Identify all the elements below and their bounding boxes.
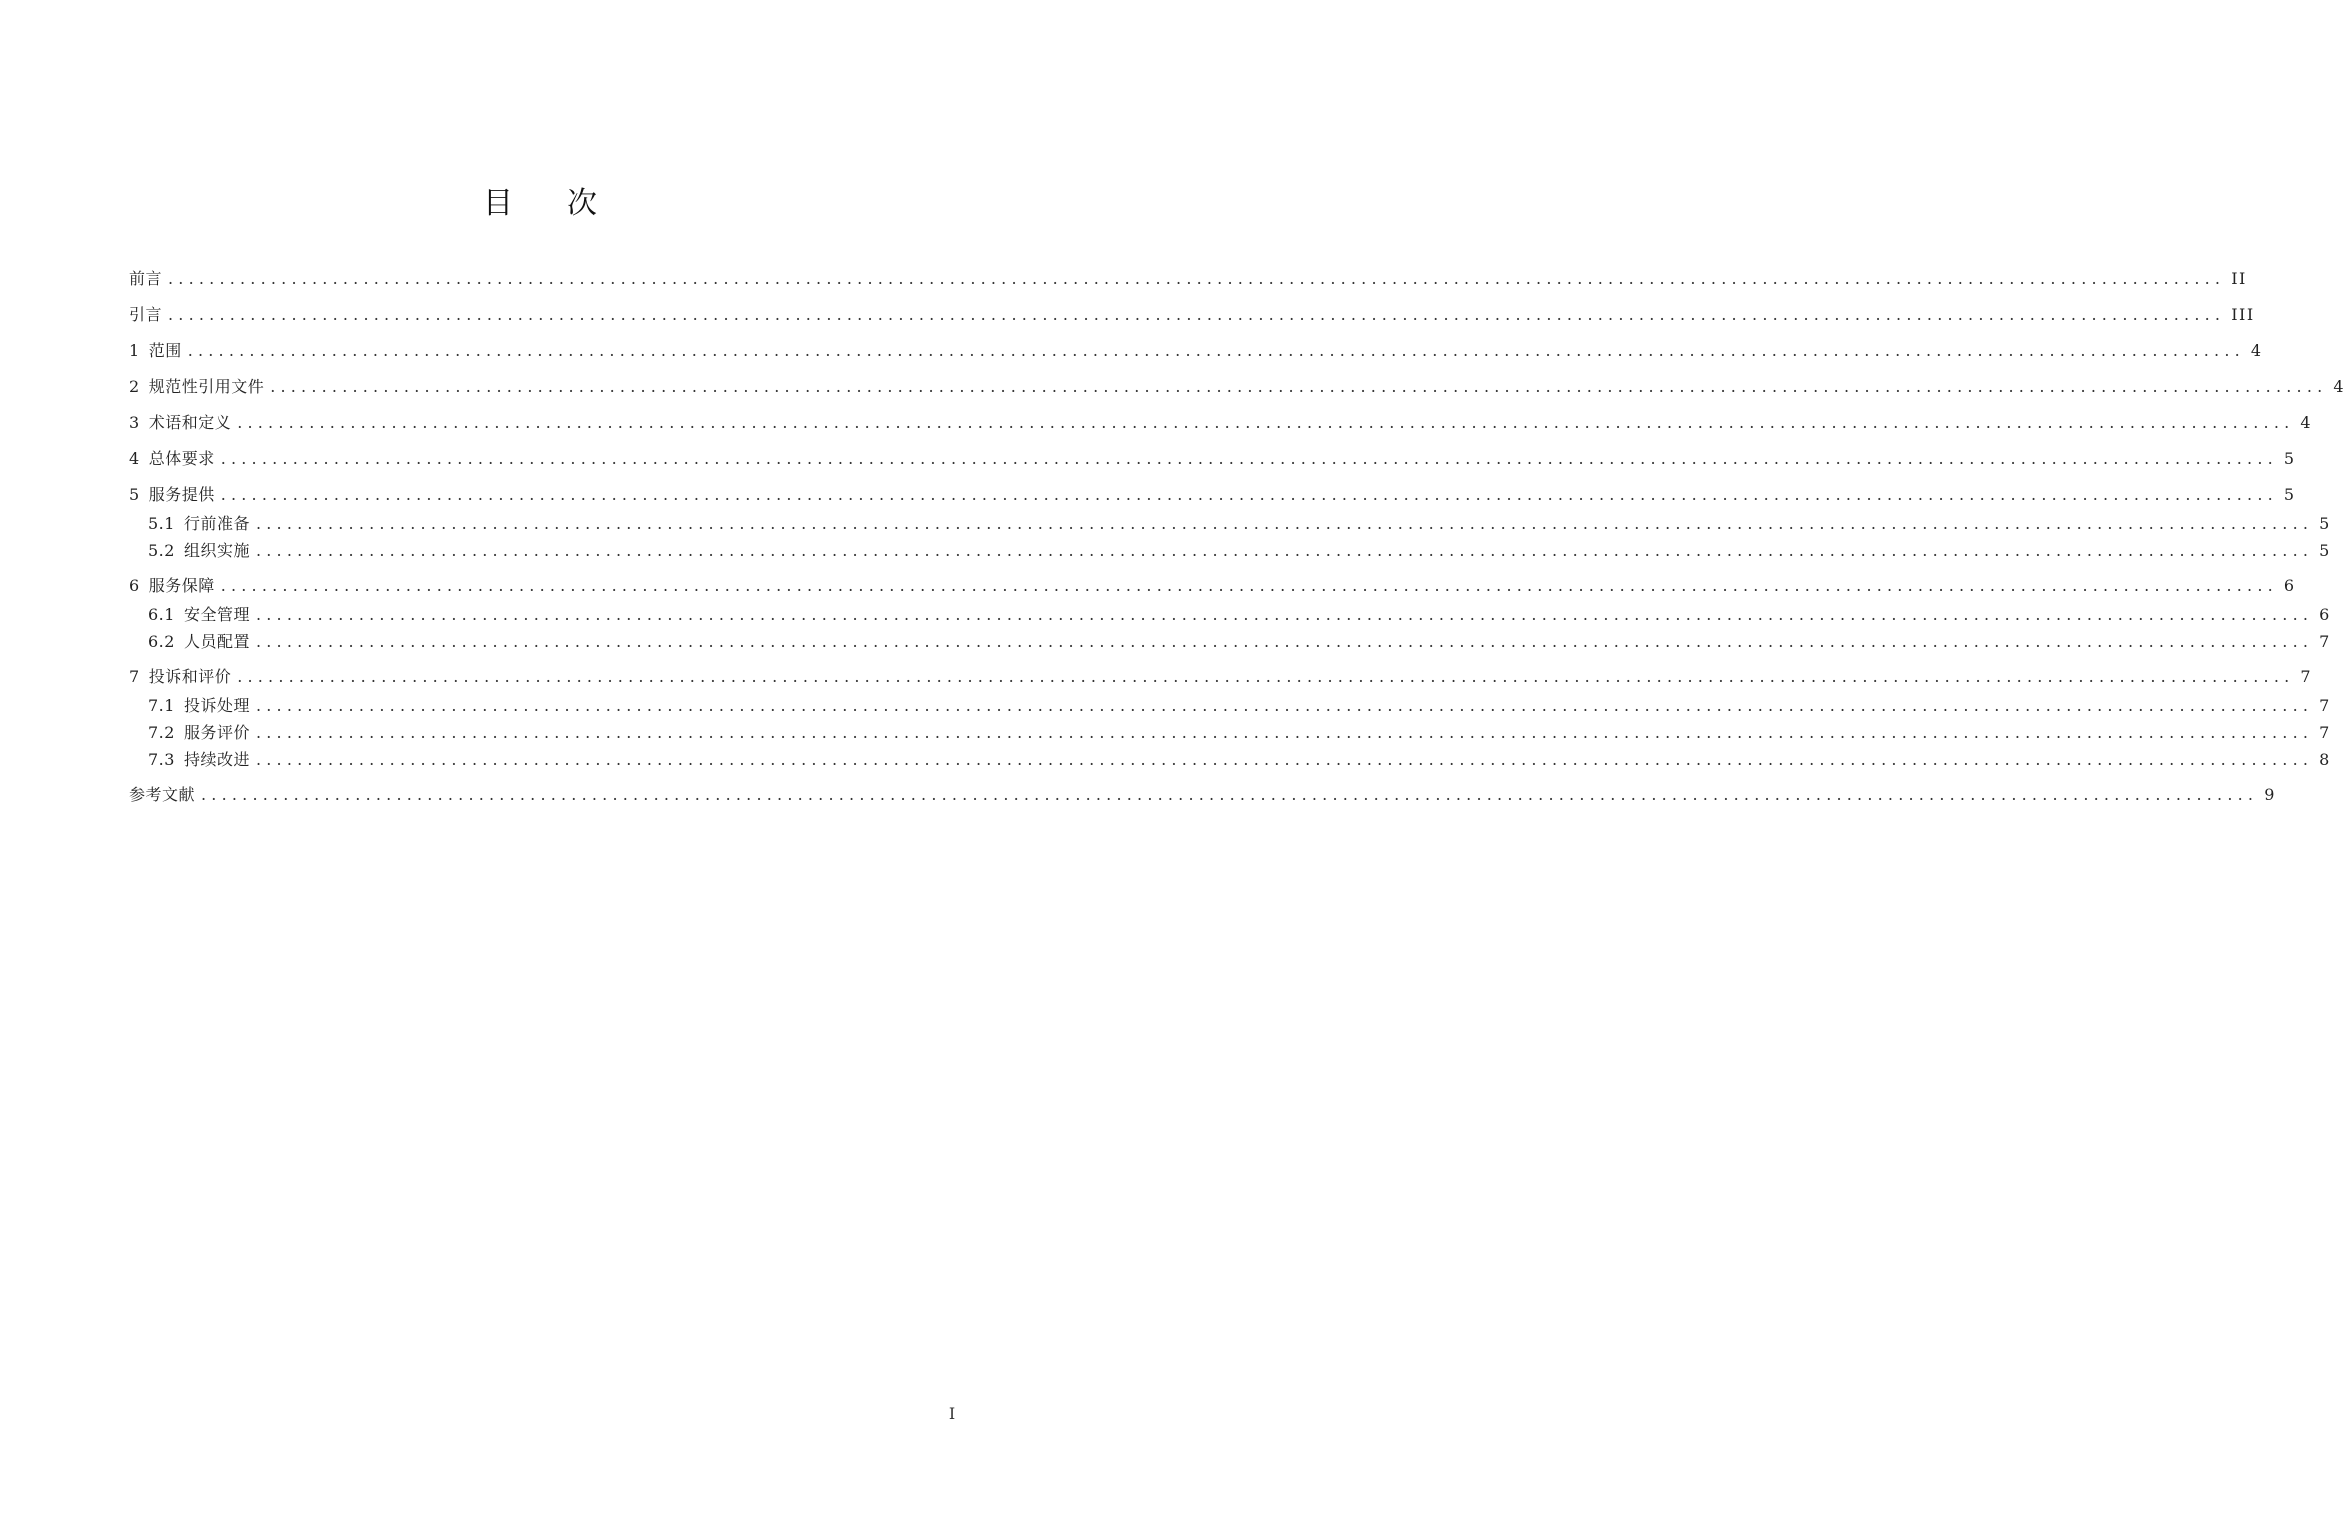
toc-leader-dots: ........................................................................................................................................................................................................ xyxy=(220,576,2278,595)
toc-entry-page: 4 xyxy=(2250,341,2263,360)
toc-entry-preface[interactable] xyxy=(129,266,2247,292)
toc-entry-text: 行前准备 xyxy=(183,514,250,533)
toc-entry-text: 规范性引用文件 xyxy=(148,377,265,396)
toc-entry-number: 5.2 xyxy=(148,541,175,560)
toc-leader-dots: ........................................................................................................................................................................................................ xyxy=(237,667,2295,686)
toc-entry-service-provision[interactable] xyxy=(129,482,2296,508)
toc-entry-number: 1 xyxy=(129,341,140,360)
toc-leader-dots: ........................................................................................................................................................................................................ xyxy=(201,785,2259,804)
toc-entry-number: 5 xyxy=(129,485,140,504)
toc-entry-text: 服务保障 xyxy=(148,576,215,595)
toc-entry-label: 参考文献 xyxy=(129,785,196,804)
toc-entry-label xyxy=(129,374,264,400)
toc-entry-scope[interactable] xyxy=(129,338,2263,364)
toc-entry-label xyxy=(148,511,250,537)
toc-entry-label xyxy=(129,446,215,472)
toc-entry-number: 6 xyxy=(129,576,140,595)
toc-entry-staffing[interactable] xyxy=(148,629,2331,655)
toc-entry-page: 4 xyxy=(2333,377,2345,396)
toc-leader-dots: ........................................................................................................................................................................................................ xyxy=(168,269,2226,288)
toc-entry-text: 投诉处理 xyxy=(183,696,250,715)
toc-entry-service-evaluation[interactable] xyxy=(148,720,2331,746)
toc-entry-number: 5.1 xyxy=(148,514,175,533)
toc-entry-text: 人员配置 xyxy=(183,632,250,651)
toc-entry-page: III xyxy=(2231,305,2255,324)
toc-entry-text: 总体要求 xyxy=(148,449,215,468)
toc-entry-number: 7.3 xyxy=(148,750,175,769)
toc-entry-service-assurance[interactable] xyxy=(129,573,2296,599)
toc-entry-number: 7.2 xyxy=(148,723,175,742)
toc-leader-dots: ........................................................................................................................................................................................................ xyxy=(270,377,2328,396)
toc-entry-continuous-improvement[interactable] xyxy=(148,747,2331,773)
toc-leader-dots: ........................................................................................................................................................................................................ xyxy=(255,696,2314,715)
toc-entry-page: 5 xyxy=(2283,485,2296,504)
toc-entry-text: 安全管理 xyxy=(183,605,250,624)
toc-leader-dots: ........................................................................................................................................................................................................ xyxy=(187,341,2245,360)
toc-leader-dots: ........................................................................................................................................................................................................ xyxy=(255,632,2314,651)
toc-entry-safety-management[interactable] xyxy=(148,602,2331,628)
toc-entry-introduction[interactable] xyxy=(129,302,2255,328)
toc-leader-dots: ........................................................................................................................................................................................................ xyxy=(237,413,2295,432)
toc-leader-dots: ........................................................................................................................................................................................................ xyxy=(255,605,2314,624)
toc-entry-label: 前言 xyxy=(129,269,163,288)
toc-entry-label xyxy=(129,410,231,436)
toc-entry-page: 5 xyxy=(2319,514,2331,533)
toc-entry-label: 引言 xyxy=(129,305,163,324)
toc-entry-label xyxy=(148,538,250,564)
toc-leader-dots: ........................................................................................................................................................................................................ xyxy=(255,514,2314,533)
toc-entry-page: 5 xyxy=(2319,541,2331,560)
toc-entry-label xyxy=(148,602,250,628)
toc-entry-number: 7.1 xyxy=(148,696,175,715)
toc-entry-normative-references[interactable] xyxy=(129,374,2345,400)
toc-entry-general-requirements[interactable] xyxy=(129,446,2296,472)
toc-entry-label xyxy=(129,338,182,364)
toc-entry-label xyxy=(148,720,250,746)
toc-entry-terms-definitions[interactable] xyxy=(129,410,2313,436)
toc-entry-page: 7 xyxy=(2319,696,2331,715)
toc-entry-page: 4 xyxy=(2300,413,2313,432)
toc-entry-number: 6.1 xyxy=(148,605,175,624)
toc-entry-text: 投诉和评价 xyxy=(148,667,232,686)
toc-entry-bibliography[interactable] xyxy=(129,782,2276,808)
page-number: I xyxy=(948,1404,956,1423)
toc-entry-complaint-handling[interactable] xyxy=(148,693,2331,719)
toc-entry-page: 7 xyxy=(2300,667,2313,686)
toc-leader-dots: ........................................................................................................................................................................................................ xyxy=(168,305,2226,324)
toc-entry-number: 7 xyxy=(129,667,140,686)
toc-entry-page: 7 xyxy=(2319,632,2331,651)
toc-entry-text: 术语和定义 xyxy=(148,413,232,432)
toc-leader-dots: ........................................................................................................................................................................................................ xyxy=(255,750,2314,769)
toc-entry-number: 4 xyxy=(129,449,140,468)
toc-entry-page: 9 xyxy=(2264,785,2276,804)
toc-entry-text: 服务提供 xyxy=(148,485,215,504)
toc-entry-label xyxy=(148,693,250,719)
toc-entry-page: II xyxy=(2231,269,2247,288)
toc-entry-page: 6 xyxy=(2283,576,2296,595)
toc-leader-dots: ........................................................................................................................................................................................................ xyxy=(255,723,2314,742)
toc-entry-page: 6 xyxy=(2319,605,2331,624)
toc-entry-complaints-evaluation[interactable] xyxy=(129,664,2313,690)
toc-entry-number: 2 xyxy=(129,377,140,396)
toc-entry-label xyxy=(129,664,231,690)
toc-entry-pre-trip-preparation[interactable] xyxy=(148,511,2331,537)
toc-entry-number: 6.2 xyxy=(148,632,175,651)
toc-entry-page: 7 xyxy=(2319,723,2331,742)
toc-leader-dots: ........................................................................................................................................................................................................ xyxy=(220,449,2278,468)
toc-entry-text: 范围 xyxy=(148,341,182,360)
toc-entry-label xyxy=(148,629,250,655)
page-title: 目次 xyxy=(483,186,651,221)
toc-entry-text: 持续改进 xyxy=(183,750,250,769)
toc-entry-label xyxy=(129,482,215,508)
toc-entry-text: 组织实施 xyxy=(183,541,250,560)
toc-entry-number: 3 xyxy=(129,413,140,432)
toc-leader-dots: ........................................................................................................................................................................................................ xyxy=(255,541,2314,560)
toc-leader-dots: ........................................................................................................................................................................................................ xyxy=(220,485,2278,504)
toc-entry-label xyxy=(148,747,250,773)
toc-entry-text: 服务评价 xyxy=(183,723,250,742)
toc-entry-organization-implementation[interactable] xyxy=(148,538,2331,564)
toc-entry-page: 5 xyxy=(2283,449,2296,468)
toc-entry-label xyxy=(129,573,215,599)
toc-entry-page: 8 xyxy=(2319,750,2331,769)
